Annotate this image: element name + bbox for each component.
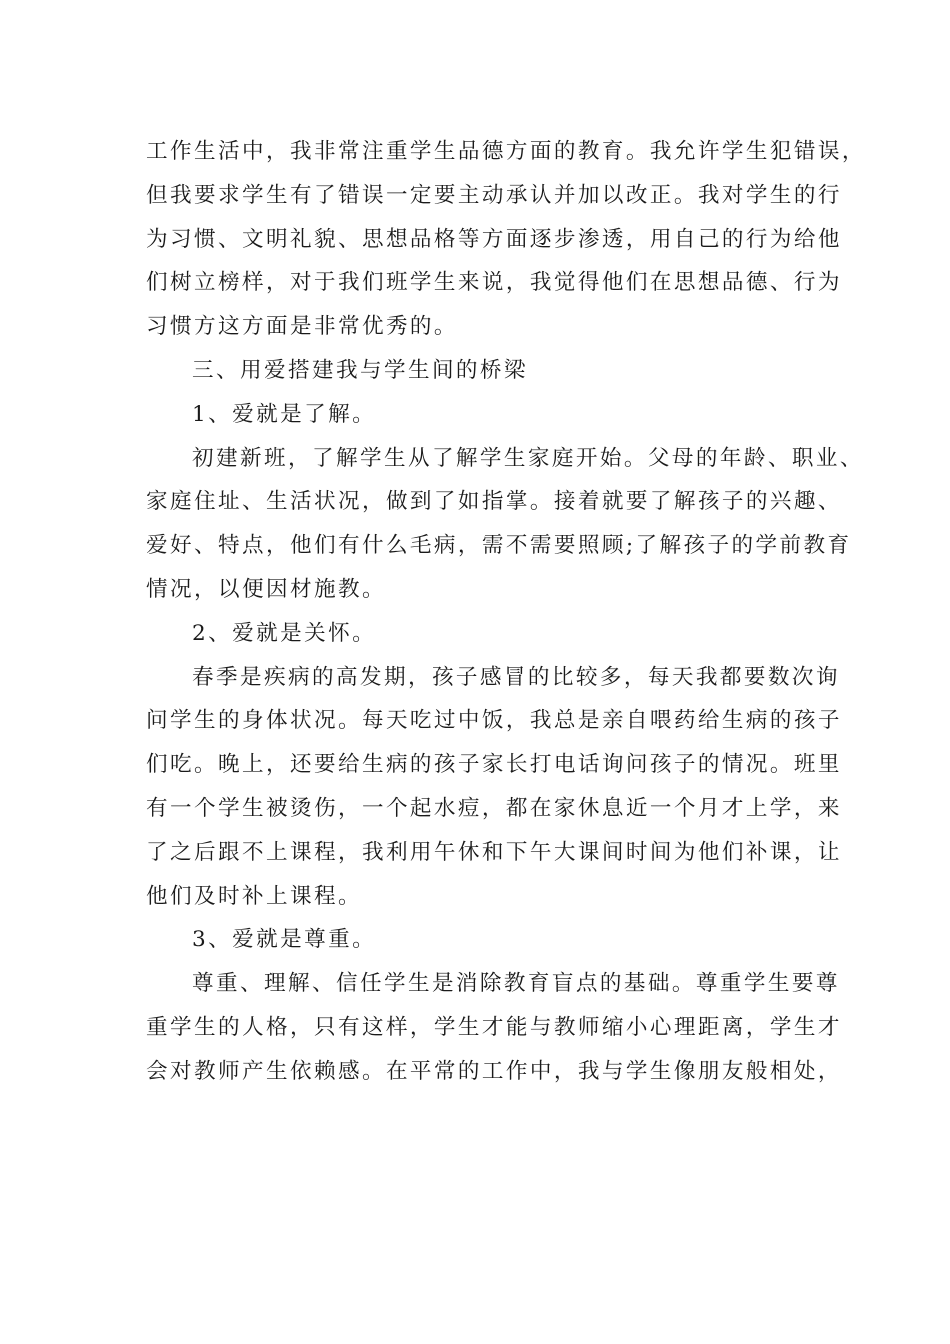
text-line: 春季是疾病的高发期，孩子感冒的比较多，每天我都要数次询 [192,664,840,690]
text-line: 习惯方这方面是非常优秀的。 [146,314,458,340]
subheading-care [146,612,806,656]
text-line: 问学生的身体状况。每天吃过中饭，我总是亲自喂药给生病的孩子 [146,708,842,734]
subheading-line: 2、爱就是关怀。 [192,620,377,646]
subheading-line: 1、爱就是了解。 [192,401,377,427]
paragraph-moral-education [146,130,866,349]
text-line: 了之后跟不上课程，我利用午休和下午大课间时间为他们补课，让 [146,839,842,865]
text-line: 工作生活中，我非常注重学生品德方面的教育。我允许学生犯错误， [146,139,866,164]
text-line: 但我要求学生有了错误一定要主动承认并加以改正。我对学生的行 [146,182,842,208]
text-line: 初建新班，了解学生从了解学生家庭开始。父母的年龄、职业、 [192,445,864,471]
paragraph-care [146,656,842,919]
paragraph-respect [146,962,842,1093]
heading-line: 三、用爱搭建我与学生间的桥梁 [192,357,528,383]
text-line: 们吃。晚上，还要给生病的孩子家长打电话询问孩子的情况。班里 [146,752,842,778]
subheading-line: 3、爱就是尊重。 [192,927,377,953]
text-line: 们树立榜样，对于我们班学生来说，我觉得他们在思想品德、行为 [146,270,842,296]
document-body [146,130,866,1094]
text-line: 家庭住址、生活状况，做到了如指掌。接着就要了解孩子的兴趣、 [146,489,842,515]
text-line: 情况，以便因材施教。 [146,576,386,602]
text-line: 他们及时补上课程。 [146,883,362,909]
section-heading-three [146,349,806,393]
subheading-understanding [146,393,806,437]
text-line: 爱好、特点，他们有什么毛病，需不需要照顾;了解孩子的学前教育 [146,533,852,559]
text-line: 重学生的人格，只有这样，学生才能与教师缩小心理距离，学生才 [146,1014,842,1040]
text-line: 尊重、理解、信任学生是消除教育盲点的基础。尊重学生要尊 [192,971,840,997]
text-line: 会对教师产生依赖感。在平常的工作中，我与学生像朋友般相处， [146,1058,842,1084]
paragraph-understanding [146,437,864,612]
text-line: 有一个学生被烫伤，一个起水痘，都在家休息近一个月才上学，来 [146,795,842,821]
subheading-respect [146,918,806,962]
text-line: 为习惯、文明礼貌、思想品格等方面逐步渗透，用自己的行为给他 [146,226,842,252]
